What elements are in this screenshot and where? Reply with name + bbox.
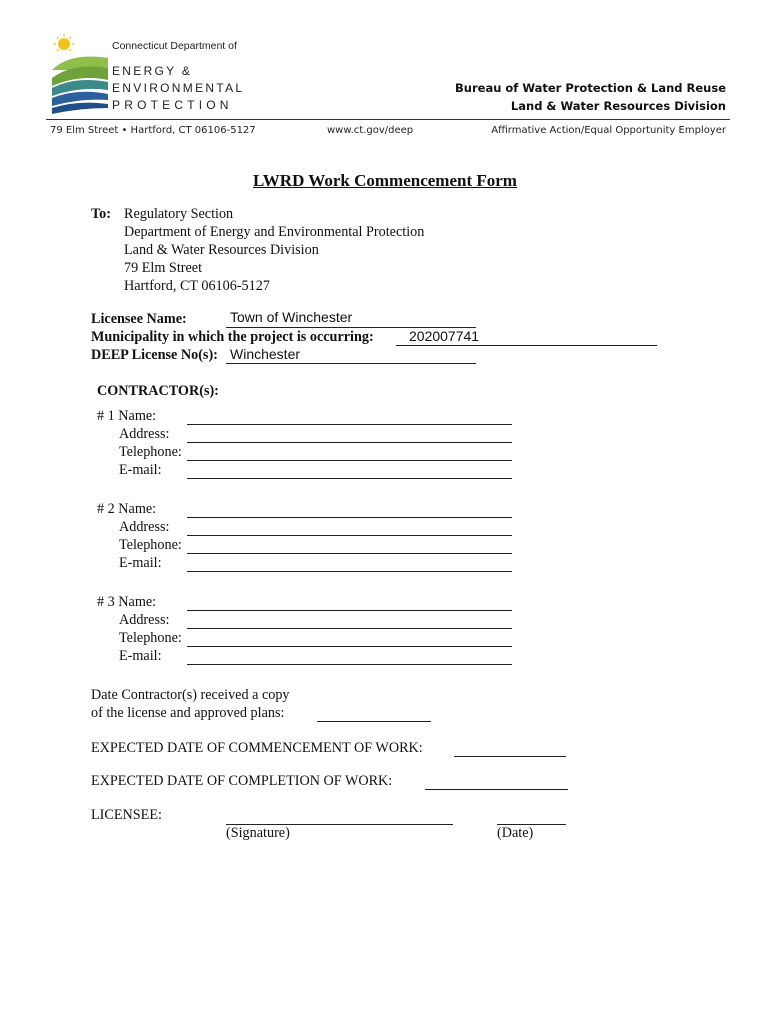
contractor-2-name-field[interactable] bbox=[187, 501, 512, 518]
to-label: To: bbox=[91, 206, 111, 222]
to-line-3: Land & Water Resources Division bbox=[124, 242, 319, 258]
contractor-1-name-label: # 1 Name: bbox=[97, 408, 157, 424]
contractor-1-telephone-field[interactable] bbox=[187, 444, 512, 461]
logo-graphic-icon bbox=[50, 34, 110, 114]
contractor-2-name-label: # 2 Name: bbox=[97, 501, 157, 517]
contractor-3-name-label: # 3 Name: bbox=[97, 594, 157, 610]
contractor-1-address-label: Address: bbox=[119, 426, 170, 442]
contractor-3-telephone-label: Telephone: bbox=[119, 630, 182, 646]
licensee-sign-label: LICENSEE: bbox=[91, 807, 162, 823]
commencement-date-label: EXPECTED DATE OF COMMENCEMENT OF WORK: bbox=[91, 740, 423, 756]
municipality-field[interactable] bbox=[396, 328, 657, 346]
license-number-label: DEEP License No(s): bbox=[91, 347, 218, 363]
commencement-date-field[interactable] bbox=[454, 740, 566, 757]
license-number-field[interactable] bbox=[226, 346, 476, 364]
header-divider bbox=[46, 119, 730, 120]
logo-line1: Connecticut Department of bbox=[112, 40, 237, 52]
contractor-1-address-field[interactable] bbox=[187, 426, 512, 443]
form-title: LWRD Work Commencement Form bbox=[253, 171, 517, 190]
contractor-2-address-label: Address: bbox=[119, 519, 170, 535]
contractor-2-telephone-field[interactable] bbox=[187, 537, 512, 554]
date-received-label-line1: Date Contractor(s) received a copy bbox=[91, 687, 290, 703]
contractor-3-name-field[interactable] bbox=[187, 594, 512, 611]
contractor-3-email-field[interactable] bbox=[187, 648, 512, 665]
date-received-label-line2: of the license and approved plans: bbox=[91, 705, 285, 721]
bureau-name: Bureau of Water Protection & Land Reuse bbox=[455, 81, 726, 95]
contractors-heading: CONTRACTOR(s): bbox=[97, 383, 219, 399]
completion-date-label: EXPECTED DATE OF COMPLETION OF WORK: bbox=[91, 773, 393, 789]
contractor-1-telephone-label: Telephone: bbox=[119, 444, 182, 460]
contractor-1-email-field[interactable] bbox=[187, 462, 512, 479]
eeo-statement: Affirmative Action/Equal Opportunity Employer bbox=[491, 125, 726, 136]
department-address: 79 Elm Street • Hartford, CT 06106-5127 bbox=[50, 125, 256, 136]
contractor-2-telephone-label: Telephone: bbox=[119, 537, 182, 553]
signature-field[interactable] bbox=[226, 808, 453, 825]
contractor-1-name-field[interactable] bbox=[187, 408, 512, 425]
division-name: Land & Water Resources Division bbox=[510, 99, 726, 113]
contractor-3-email-label: E-mail: bbox=[119, 648, 162, 664]
signature-caption: (Signature) bbox=[226, 825, 290, 841]
contractor-3-address-label: Address: bbox=[119, 612, 170, 628]
contractor-2-address-field[interactable] bbox=[187, 519, 512, 536]
to-line-5: Hartford, CT 06106-5127 bbox=[124, 278, 270, 294]
signature-date-field[interactable] bbox=[497, 808, 566, 825]
municipality-label: Municipality in which the project is occurring: bbox=[91, 329, 374, 345]
to-line-4: 79 Elm Street bbox=[124, 260, 203, 276]
municipality-value: 202007741 bbox=[409, 328, 480, 344]
date-caption: (Date) bbox=[497, 825, 534, 841]
to-line-2: Department of Energy and Environmental Protection bbox=[124, 224, 425, 240]
logo-line2: ENERGY & bbox=[112, 64, 193, 78]
date-received-field[interactable] bbox=[317, 705, 431, 722]
contractor-1-email-label: E-mail: bbox=[119, 462, 162, 478]
completion-date-field[interactable] bbox=[425, 773, 568, 790]
deep-logo bbox=[50, 34, 245, 114]
licensee-name-field[interactable] bbox=[226, 310, 476, 328]
licensee-name-label: Licensee Name: bbox=[91, 311, 187, 327]
to-line-1: Regulatory Section bbox=[124, 206, 234, 222]
contractor-3-telephone-field[interactable] bbox=[187, 630, 512, 647]
contractor-2-email-field[interactable] bbox=[187, 555, 512, 572]
license-number-value: Winchester bbox=[230, 346, 301, 362]
logo-line3: ENVIRONMENTAL bbox=[112, 81, 245, 95]
contractor-2-email-label: E-mail: bbox=[119, 555, 162, 571]
licensee-name-value: Town of Winchester bbox=[230, 309, 353, 325]
logo-line4: PROTECTION bbox=[112, 98, 233, 112]
department-website[interactable]: www.ct.gov/deep bbox=[327, 125, 414, 136]
contractor-3-address-field[interactable] bbox=[187, 612, 512, 629]
